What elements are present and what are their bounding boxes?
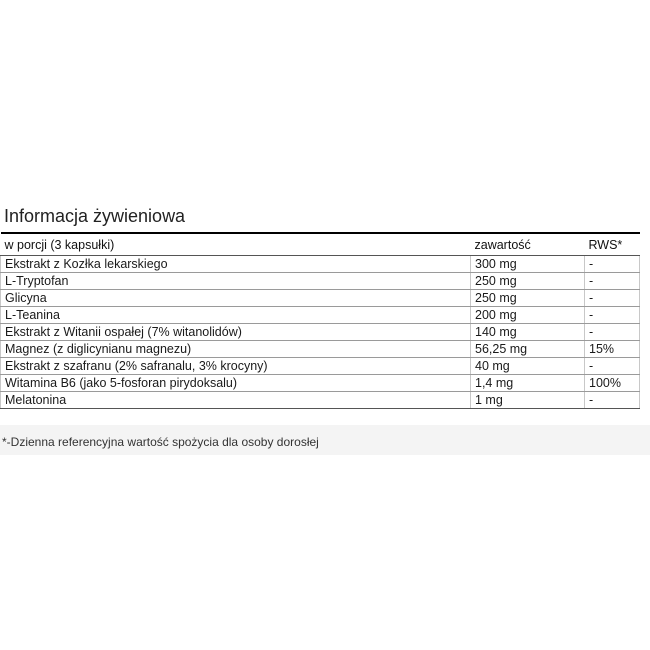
ingredient-rws: - xyxy=(585,273,640,290)
ingredient-name: Melatonina xyxy=(1,392,471,409)
ingredient-rws: - xyxy=(585,392,640,409)
table-row xyxy=(1,358,640,375)
ingredient-rws: - xyxy=(585,290,640,307)
ingredient-amount: 56,25 mg xyxy=(471,341,585,358)
footnote: *-Dzienna referencyjna wartość spożycia dla osoby dorosłej xyxy=(2,435,319,449)
ingredient-rws: - xyxy=(585,324,640,341)
table-header-row xyxy=(1,233,640,256)
table-row xyxy=(1,392,640,409)
ingredient-name: L-Tryptofan xyxy=(1,273,471,290)
table-row xyxy=(1,273,640,290)
ingredient-name: L-Teanina xyxy=(1,307,471,324)
table-row xyxy=(1,324,640,341)
table-row xyxy=(1,341,640,358)
ingredient-name: Ekstrakt z Kozłka lekarskiego xyxy=(1,256,471,273)
ingredient-name: Ekstrakt z szafranu (2% safranalu, 3% krocyny) xyxy=(1,358,471,375)
ingredient-rws: 100% xyxy=(585,375,640,392)
ingredient-rws: 15% xyxy=(585,341,640,358)
ingredient-rws: - xyxy=(585,256,640,273)
ingredient-name: Witamina B6 (jako 5-fosforan pirydoksalu) xyxy=(1,375,471,392)
ingredient-name: Glicyna xyxy=(1,290,471,307)
ingredient-name: Magnez (z diglicynianu magnezu) xyxy=(1,341,471,358)
nutrition-table xyxy=(0,232,640,409)
ingredient-name: Ekstrakt z Witanii ospałej (7% witanolidów) xyxy=(1,324,471,341)
footnote-box xyxy=(0,425,650,455)
ingredient-amount: 250 mg xyxy=(471,273,585,290)
ingredient-amount: 40 mg xyxy=(471,358,585,375)
header-serving: w porcji (3 kapsułki) xyxy=(1,233,471,256)
ingredient-amount: 300 mg xyxy=(471,256,585,273)
ingredient-amount: 140 mg xyxy=(471,324,585,341)
nutrition-panel xyxy=(0,196,650,409)
ingredient-amount: 1,4 mg xyxy=(471,375,585,392)
table-row xyxy=(1,375,640,392)
ingredient-rws: - xyxy=(585,358,640,375)
nutrition-title: Informacja żywieniowa xyxy=(4,206,186,226)
table-row xyxy=(1,307,640,324)
header-rws: RWS* xyxy=(585,233,640,256)
ingredient-amount: 1 mg xyxy=(471,392,585,409)
ingredient-rws: - xyxy=(585,307,640,324)
ingredient-amount: 250 mg xyxy=(471,290,585,307)
table-row xyxy=(1,256,640,273)
ingredient-amount: 200 mg xyxy=(471,307,585,324)
header-amount: zawartość xyxy=(471,233,585,256)
table-row xyxy=(1,290,640,307)
